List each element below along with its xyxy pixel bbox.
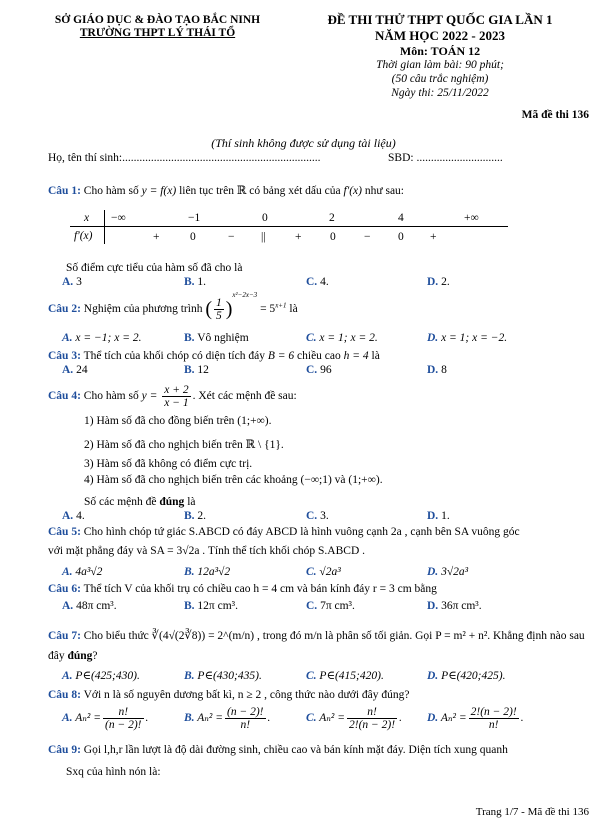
question-label: Câu 1:	[48, 185, 81, 197]
question-5-line-2: với mặt phẳng đáy và SA = 3√2a . Tính thể tích khối chóp S.ABCD .	[48, 545, 366, 557]
statement-2: 2) Hàm số đã cho nghịch biến trên ℝ \ {1}.	[84, 439, 284, 451]
sign-table-sign: +	[153, 231, 160, 243]
sign-table-x-value: 2	[329, 212, 335, 224]
option-d: D. 36π cm³.	[427, 600, 482, 612]
option-d: D. 2.	[427, 276, 450, 288]
sign-table-x-value: +∞	[464, 212, 479, 224]
option-a: A. 4a³√2	[62, 566, 103, 578]
department-name: SỞ GIÁO DỤC & ĐÀO TẠO BẮC NINH	[54, 14, 261, 26]
option-d: D. x = 1; x = −2.	[427, 332, 508, 344]
option-b: B. P∈(430;435).	[184, 670, 262, 682]
sign-table-sign: +	[295, 231, 302, 243]
question-6: Câu 6: Thể tích V của khối trụ có chiều cao h = 4 cm và bán kính đáy r = 3 cm bằng	[48, 583, 437, 595]
option-c: C. 96	[306, 364, 332, 376]
option-b: B. 1.	[184, 276, 207, 288]
page-footer: Trang 1/7 - Mã đề thi 136	[475, 806, 589, 818]
sign-table-sign: 0	[330, 231, 336, 243]
sign-table-f-label: f′(x)	[74, 230, 93, 242]
option-a: A. 3	[62, 276, 82, 288]
option-c: C. Aₙ² = $\frac{n!}{2!(n - 2)!}$ .	[306, 706, 402, 732]
statement-1: 1) Hàm số đã cho đồng biến trên (1;+∞).	[84, 415, 272, 427]
exam-title: ĐỀ THI THỬ THPT QUỐC GIA LẦN 1	[327, 12, 553, 27]
question-count: (50 câu trắc nghiệm)	[391, 73, 489, 85]
sign-table-x-label: x	[84, 212, 90, 224]
option-d: D. 8	[427, 364, 447, 376]
question-5: Câu 5: Cho hình chóp tứ giác S.ABCD có đáy ABCD là hình vuông cạnh 2a , cạnh bên SA vuông góc	[48, 526, 520, 538]
subject: Môn: TOÁN 12	[399, 44, 481, 58]
option-c: C. P∈(415;420).	[306, 670, 384, 682]
sign-table-x-value: 4	[398, 212, 404, 224]
option-a: A. 48π cm³.	[62, 600, 117, 612]
option-a: A. x = −1; x = 2.	[62, 332, 142, 344]
exam-code: Mã đề thi 136	[521, 109, 589, 121]
question-1: Câu 1: Cho hàm số y = f(x) liên tục trên ℝ có bảng xét dấu của f′(x) như sau:	[48, 185, 404, 197]
question-3: Câu 3: Thể tích của khối chóp có diện tích đáy B = 6 chiều cao h = 4 là	[48, 350, 380, 362]
school-year: NĂM HỌC 2022 - 2023	[375, 28, 505, 43]
option-c: C. 3.	[306, 510, 329, 522]
option-c: C. √2a³	[306, 566, 341, 578]
question-prompt: Số các mệnh đề đúng là	[84, 496, 196, 508]
sign-table-column-line	[104, 210, 105, 244]
option-d: D. P∈(420;425).	[427, 670, 506, 682]
candidate-number-field: SBD: ..............................	[388, 152, 503, 164]
option-b: B. 12	[184, 364, 209, 376]
option-b: B. 2.	[184, 510, 207, 522]
option-b: B. Aₙ² = $\frac{(n - 2)!}{n!}$ .	[184, 706, 271, 732]
exam-duration: Thời gian làm bài: 90 phút;	[376, 59, 504, 71]
sign-table-sign: 0	[398, 231, 404, 243]
option-b: B. Vô nghiệm	[184, 332, 249, 344]
sign-table-x-value: 0	[262, 212, 268, 224]
sign-table-sign: −	[228, 231, 235, 243]
option-b: B. 12a³√2	[184, 566, 231, 578]
option-d: D. Aₙ² = $\frac{2!(n - 2)!}{n!}$ .	[427, 706, 524, 732]
question-2: Câu 2: Nghiệm của phương trình ( $\frac{1}{5}$ )$^{x^2-2x-3} = 5^{x+1}$ là	[48, 291, 298, 323]
question-prompt: Số điểm cực tiểu của hàm số đã cho là	[66, 262, 243, 274]
option-b: B. 12π cm³.	[184, 600, 238, 612]
question-7-line-2: đây đúng?	[48, 650, 98, 662]
option-c: C. x = 1; x = 2.	[306, 332, 378, 344]
candidate-name-field: Họ, tên thí sinh:.....................................................................	[48, 152, 321, 164]
option-d: D. 1.	[427, 510, 450, 522]
notice: (Thí sinh không được sử dụng tài liệu)	[211, 136, 396, 150]
option-c: C. 4.	[306, 276, 329, 288]
sign-table-sign: +	[430, 231, 437, 243]
question-8: Câu 8: Với n là số nguyên dương bất kì, n ≥ 2 , công thức nào dưới đây đúng?	[48, 689, 410, 701]
sign-table-sign: 0	[190, 231, 196, 243]
sign-table-x-value: −1	[188, 212, 201, 224]
question-7: Câu 7: Cho biểu thức ∛(4√(2∛8)) = 2^(m/n) , trong đó m/n là phân số tối giản. Gọi P = m² + n². Khẳng định nào sau	[48, 630, 585, 642]
question-9-line-2: Sxq của hình nón là:	[66, 766, 161, 778]
sign-table-divider	[70, 226, 508, 227]
statement-3: 3) Hàm số đã không có điểm cực trị.	[84, 458, 253, 470]
exam-date: Ngày thi: 25/11/2022	[391, 87, 489, 99]
sign-table-sign: −	[364, 231, 371, 243]
sign-table-x-value: −∞	[111, 212, 126, 224]
statement-4: 4) Hàm số đã cho nghịch biến trên các khoảng (−∞;1) và (1;+∞).	[84, 474, 383, 486]
question-9: Câu 9: Gọi l,h,r lần lượt là độ dài đường sinh, chiều cao và bán kính mặt đáy. Diện tích xung quanh	[48, 744, 508, 756]
option-d: D. 3√2a³	[427, 566, 469, 578]
question-4: Câu 4: Cho hàm số y = $\frac{x + 2}{x - 1}$ . Xét các mệnh đề sau:	[48, 384, 297, 410]
option-a: A. P∈(425;430).	[62, 670, 140, 682]
option-a: A. Aₙ² = $\frac{n!}{(n - 2)!}$ .	[62, 706, 149, 732]
option-a: A. 4.	[62, 510, 85, 522]
option-c: C. 7π cm³.	[306, 600, 355, 612]
option-a: A. 24	[62, 364, 88, 376]
sign-table-sign: ||	[261, 231, 266, 243]
school-name: TRƯỜNG THPT LÝ THÁI TỔ	[79, 27, 236, 39]
